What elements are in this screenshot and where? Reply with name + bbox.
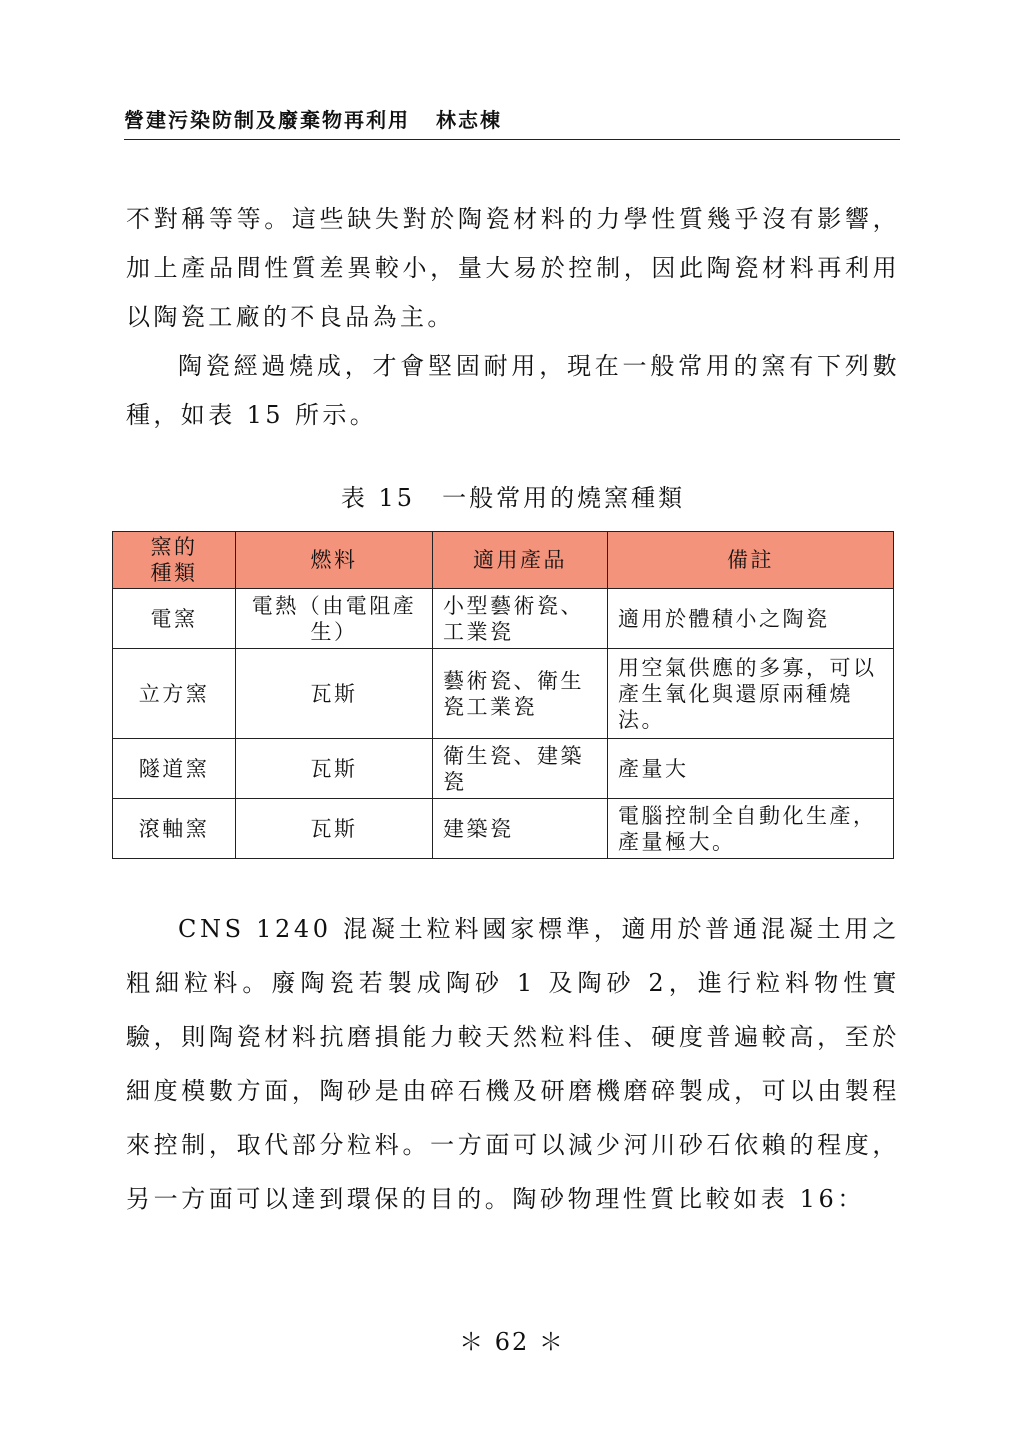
header-title: 營建污染防制及廢棄物再利用 bbox=[124, 108, 410, 132]
page-number: ＊ 62 ＊ bbox=[459, 1328, 565, 1356]
table-row bbox=[113, 799, 894, 859]
table-cell: 適用於體積小之陶瓷 bbox=[608, 589, 894, 649]
table-cell: 隧道窯 bbox=[113, 739, 236, 799]
column-header: 燃料 bbox=[236, 532, 433, 589]
table-cell: 小型藝術瓷、工業瓷 bbox=[433, 589, 608, 649]
table-cell: 立方窯 bbox=[113, 649, 236, 739]
header-author: 林志棟 bbox=[436, 108, 502, 132]
paragraph-2: 陶瓷經過燒成，才會堅固耐用，現在一般常用的窯有下列數種，如表 15 所示。 bbox=[126, 352, 900, 429]
table-row bbox=[113, 589, 894, 649]
table-cell: 藝術瓷、衛生瓷工業瓷 bbox=[433, 649, 608, 739]
table-cell: 瓦斯 bbox=[236, 739, 433, 799]
table-caption: 表 15 一般常用的燒窯種類 bbox=[340, 484, 686, 512]
table-cell: 電腦控制全自動化生產，產量極大。 bbox=[608, 799, 894, 859]
table-cell: 建築瓷 bbox=[433, 799, 608, 859]
table-cell: 產量大 bbox=[608, 739, 894, 799]
paragraph-1: 不對稱等等。這些缺失對於陶瓷材料的力學性質幾乎沒有影響，加上產品間性質差異較小，量大易於控制，因此陶瓷材料再利用以陶瓷工廠的不良品為主。 bbox=[126, 205, 900, 331]
table-cell: 用空氣供應的多寡，可以產生氧化與還原兩種燒法。 bbox=[608, 649, 894, 739]
table-cell: 電熱（由電阻產生） bbox=[236, 589, 433, 649]
column-header: 窯的種類 bbox=[113, 532, 236, 589]
table-row bbox=[113, 739, 894, 799]
column-header: 備註 bbox=[608, 532, 894, 589]
table-cell: 衛生瓷、建築瓷 bbox=[433, 739, 608, 799]
table-cell: 滾軸窯 bbox=[113, 799, 236, 859]
table-row bbox=[113, 649, 894, 739]
column-header: 適用產品 bbox=[433, 532, 608, 589]
kiln-types-table bbox=[112, 531, 894, 859]
running-header bbox=[124, 104, 900, 140]
table-cell: 瓦斯 bbox=[236, 649, 433, 739]
table-header-row bbox=[113, 532, 894, 589]
paragraph-3: CNS 1240 混凝土粒料國家標準，適用於普通混凝土用之粗細粒料。廢陶瓷若製成陶砂 1 及陶砂 2，進行粒料物性實驗，則陶瓷材料抗磨損能力較天然粒料佳、硬度普遍較高，至於細度模數方面，陶砂是由碎石機及研磨機磨碎製成，可以由製程來控制，取代部分粒料。一方面可以減少河川砂石依賴的程度，另一方面可以達到環保的目的。陶砂物理性質比較如表 16： bbox=[126, 915, 900, 1213]
table-cell: 電窯 bbox=[113, 589, 236, 649]
table-cell: 瓦斯 bbox=[236, 799, 433, 859]
